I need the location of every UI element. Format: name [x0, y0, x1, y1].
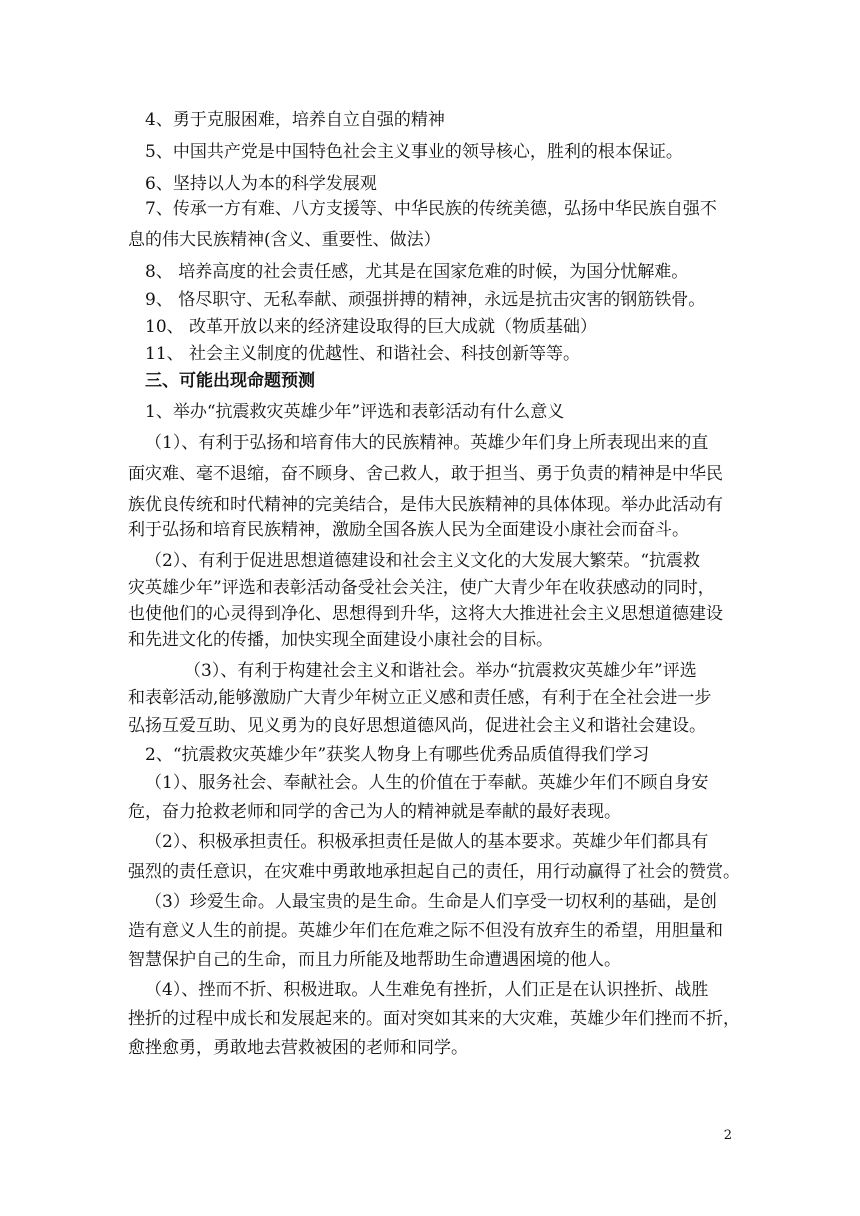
text-line: 8、 培养高度的社会责任感，尤其是在国家危难的时候，为国分忧解难。: [145, 262, 689, 282]
question-heading: 1、举办“抗震救灾英雄少年”评选和表彰活动有什么意义: [145, 402, 565, 422]
text-line: （2）、有利于促进思想道德建设和社会主义文化的大发展大繁荣。“抗震救: [145, 551, 701, 571]
text-line: 和先进文化的传播，加快实现全面建设小康社会的目标。: [128, 630, 553, 650]
text-line: （3）珍爱生命。人最宝贵的是生命。生命是人们享受一切权利的基础，是创: [145, 892, 717, 912]
text-line: 5、中国共产党是中国特色社会主义事业的领导核心，胜利的根本保证。: [145, 142, 683, 162]
text-line: （2）、积极承担责任。积极承担责任是做人的基本要求。英雄少年们都具有: [145, 832, 709, 852]
text-line: 弘扬互爱互助、见义勇为的良好思想道德风尚，促进社会主义和谐社会建设。: [128, 716, 706, 736]
text-line: 利于弘扬和培育民族精神，激励全国各族人民为全面建设小康社会而奋斗。: [128, 520, 689, 540]
text-line: 强烈的责任意识，在灾难中勇敢地承担起自己的责任，用行动赢得了社会的赞赏。: [128, 862, 740, 882]
text-line: 9、 恪尽职守、无私奉献、顽强拼搏的精神，永远是抗击灾害的钢筋铁骨。: [145, 290, 706, 310]
text-line: （4）、挫而不折、积极进取。人生难免有挫折，人们正是在认识挫折、战胜: [145, 980, 709, 1000]
text-line: 造有意义人生的前提。英雄少年们在危难之际不但没有放弃生的希望，用胆量和: [128, 921, 723, 941]
text-line: 和表彰活动,能够激励广大青少年树立正义感和责任感，有利于在全社会进一步: [128, 688, 712, 708]
text-line: 族优良传统和时代精神的完美结合，是伟大民族精神的具体体现。举办此活动有: [128, 495, 723, 515]
text-line: 6、坚持以人为本的科学发展观: [145, 174, 377, 194]
text-line: 面灾难、毫不退缩，奋不顾身、舍己救人，敢于担当、勇于负责的精神是中华民: [128, 464, 723, 484]
question-heading: 2、“抗震救灾英雄少年”获奖人物身上有哪些优秀品质值得我们学习: [145, 745, 650, 765]
text-line: 10、 改革开放以来的经济建设取得的巨大成就（物质基础）: [145, 317, 598, 337]
text-line: 7、传承一方有难、八方支援等、中华民族的传统美德，弘扬中华民族自强不: [145, 199, 717, 219]
text-line: 危，奋力抢救老师和同学的舍己为人的精神就是奉献的最好表现。: [128, 802, 621, 822]
text-line: 挫折的过程中成长和发展起来的。面对突如其来的大灾难，英雄少年们挫而不折，: [128, 1009, 740, 1029]
text-line: 4、勇于克服困难，培养自立自强的精神: [145, 110, 445, 130]
text-line: 愈挫愈勇，勇敢地去营救被困的老师和同学。: [128, 1038, 468, 1058]
text-line: （1）、服务社会、奉献社会。人生的价值在于奉献。英雄少年们不顾自身安: [145, 773, 709, 793]
text-line: 智慧保护自己的生命，而且力所能及地帮助生命遭遇困境的他人。: [128, 950, 621, 970]
section-heading: 三、可能出现命题预测: [145, 371, 315, 391]
text-line: 息的伟大民族精神(含义、重要性、做法）: [128, 230, 441, 250]
text-line: 也使他们的心灵得到净化、思想得到升华，这将大大推进社会主义思想道德建设: [128, 604, 723, 624]
text-line: 灾英雄少年”评选和表彰活动备受社会关注，使广大青少年在收获感动的同时，: [128, 578, 715, 598]
page-number: 2: [723, 1128, 732, 1143]
text-line: （3）、有利于构建社会主义和谐社会。举办“抗震救灾英雄少年”评选: [184, 661, 697, 681]
text-line: 11、 社会主义制度的优越性、和谐社会、科技创新等等。: [145, 344, 581, 364]
text-line: （1）、有利于弘扬和培育伟大的民族精神。英雄少年们身上所表现出来的直: [145, 433, 709, 453]
